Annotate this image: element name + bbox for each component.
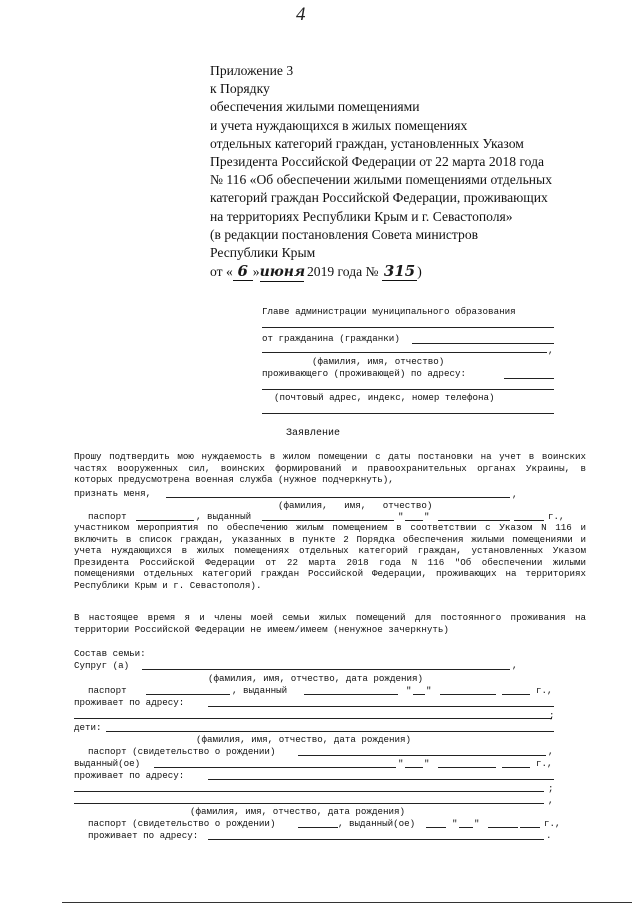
passport-label: паспорт bbox=[88, 511, 127, 522]
quote-open: " bbox=[398, 758, 404, 769]
spouse-name-line bbox=[142, 669, 510, 670]
head-name-line bbox=[262, 327, 554, 328]
spouse-passport-line bbox=[146, 694, 230, 695]
appendix-line: Президента Российской Федерации от 22 марта 2018 года bbox=[210, 154, 545, 170]
comma: , bbox=[548, 795, 554, 806]
recognize-text: признать меня, bbox=[74, 488, 152, 499]
request-paragraph: Прошу подтвердить мою нуждаемость в жилом помещении с даты постановки на учет в воинских частях вооруженных сил, воинских формирований и правоохранительных органах Украины, в которых предусмотрена военная служба (нужное подчеркнуть), bbox=[74, 451, 586, 486]
appendix-line: Республики Крым bbox=[210, 245, 316, 261]
spouse-day-line bbox=[413, 694, 425, 695]
child2-issued-label: , выданный(ое) bbox=[338, 818, 416, 829]
issued-by-line bbox=[262, 520, 394, 521]
citizen-name-line bbox=[412, 343, 554, 344]
handwritten-day: 6 bbox=[233, 262, 253, 281]
page-bottom-rule bbox=[62, 902, 632, 903]
date-prefix: от « bbox=[210, 264, 233, 280]
appendix-line: обеспечения жилыми помещениями bbox=[210, 99, 420, 115]
child2-year-line bbox=[520, 827, 540, 828]
family-heading: Состав семьи: bbox=[74, 648, 146, 659]
date-suffix: ) bbox=[417, 264, 422, 280]
child2-fio-label: (фамилия, имя, отчество, дата рождения) bbox=[190, 806, 406, 817]
quote-close: " bbox=[474, 818, 480, 829]
from-citizen-text: от гражданина (гражданки) bbox=[262, 333, 400, 344]
spouse-issued-line bbox=[304, 694, 398, 695]
document-title: Заявление bbox=[286, 428, 341, 439]
address-line bbox=[504, 378, 554, 379]
page-number: 4 bbox=[296, 4, 306, 25]
child2-lives-label: проживает по адресу: bbox=[88, 830, 199, 841]
child1-issued-label: выданный(ое) bbox=[74, 758, 141, 769]
year-suffix: г., bbox=[536, 758, 553, 769]
child1-passport-line bbox=[298, 755, 546, 756]
spouse-fio-label: (фамилия, имя, отчество, дата рождения) bbox=[208, 673, 424, 684]
spouse-label: Супруг (а) bbox=[74, 660, 130, 671]
spouse-address-line bbox=[208, 706, 554, 707]
comma: , bbox=[548, 746, 554, 757]
child2-address-line bbox=[208, 839, 544, 840]
applicant-name-line bbox=[166, 497, 510, 498]
child2-month-line bbox=[488, 827, 518, 828]
appendix-date-line bbox=[210, 262, 620, 282]
children-label: дети: bbox=[74, 722, 102, 733]
child2-issued-line bbox=[426, 827, 446, 828]
child2-passport-label: паспорт (свидетельство о рождении) bbox=[88, 818, 276, 829]
child2-name-line bbox=[74, 803, 544, 804]
appendix-line: № 116 «Об обеспечении жилыми помещениями отдельных bbox=[210, 172, 552, 188]
appendix-line: отдельных категорий граждан, установленных Указом bbox=[210, 135, 524, 151]
comma: , bbox=[548, 345, 554, 356]
child1-lives-label: проживает по адресу: bbox=[74, 770, 185, 781]
year-line bbox=[514, 520, 544, 521]
passport-number-line bbox=[136, 520, 194, 521]
handwritten-number: 315 bbox=[383, 262, 416, 281]
child2-day-line bbox=[459, 827, 473, 828]
year-suffix: г., bbox=[548, 511, 565, 522]
spouse-address-line-2 bbox=[74, 718, 552, 719]
residing-text: проживающего (проживающей) по адресу: bbox=[262, 368, 466, 379]
address-line-2 bbox=[262, 389, 554, 390]
child1-year-line bbox=[502, 767, 530, 768]
citizen-name-line-2 bbox=[262, 352, 547, 353]
child1-address-line bbox=[208, 779, 554, 780]
quote-close: " bbox=[426, 685, 432, 696]
fio-label: (фамилия, имя, отчество) bbox=[312, 356, 445, 367]
to-head-text: Главе администрации муниципального образования bbox=[262, 306, 516, 317]
participant-paragraph: участником мероприятия по обеспечению жилым помещением в соответствии с Указом N 116 и включить в список граждан, указанных в пункте 2 Порядка обеспечения жилыми помещениями и учета нуждающихся в жилых помещениях отдельных категорий граждан, установленных Указом Президента Российской Федерации от 22 марта 2018 года N 116 "Об обеспечении жилыми помещениями отдельных категорий граждан Российской Федерации, проживающих на территориях Республики Крым и г. Севастополя). bbox=[74, 522, 586, 591]
housing-paragraph: В настоящее время я и члены моей семьи жилых помещений для постоянного проживания на территории Российской Федерации не имеем/имеем (ненужное зачеркнуть) bbox=[74, 612, 586, 635]
child1-month-line bbox=[438, 767, 496, 768]
appendix-line: к Порядку bbox=[210, 81, 270, 97]
child1-fio-label: (фамилия, имя, отчество, дата рождения) bbox=[196, 734, 412, 745]
comma: , bbox=[512, 489, 518, 500]
quote-close: " bbox=[424, 511, 430, 522]
comma: , bbox=[512, 660, 518, 671]
semicolon: ; bbox=[548, 783, 554, 794]
child1-passport-label: паспорт (свидетельство о рождении) bbox=[88, 746, 276, 757]
appendix-line: на территориях Республики Крым и г. Севастополя» bbox=[210, 208, 513, 224]
day-line bbox=[405, 520, 423, 521]
year-suffix: г., bbox=[536, 685, 553, 696]
phone-line bbox=[262, 413, 554, 414]
appendix-line: категорий граждан Российской Федерации, проживающих bbox=[210, 190, 548, 206]
quote-open: " bbox=[406, 685, 412, 696]
appendix-line: и учета нуждающихся в жилых помещениях bbox=[210, 117, 468, 133]
quote-open: " bbox=[398, 511, 404, 522]
month-line bbox=[438, 520, 510, 521]
spouse-lives-label: проживает по адресу: bbox=[74, 697, 185, 708]
child2-passport-line bbox=[298, 827, 338, 828]
spouse-month-line bbox=[440, 694, 496, 695]
appendix-line: Приложение 3 bbox=[210, 63, 294, 78]
postal-label: (почтовый адрес, индекс, номер телефона) bbox=[274, 392, 495, 403]
date-year: 2019 года № bbox=[306, 264, 379, 280]
period: . bbox=[546, 830, 552, 841]
child1-day-line bbox=[405, 767, 423, 768]
child1-name-line bbox=[106, 731, 554, 732]
quote-close: " bbox=[424, 758, 430, 769]
issued-label: , выданный bbox=[196, 511, 252, 522]
semicolon: ; bbox=[549, 710, 555, 721]
date-mid: » bbox=[252, 264, 260, 280]
child1-issued-line bbox=[154, 767, 396, 768]
handwritten-month: июня bbox=[260, 263, 304, 282]
child1-address-line-2 bbox=[74, 791, 544, 792]
spouse-passport-label: паспорт bbox=[88, 685, 127, 696]
appendix-header bbox=[210, 62, 620, 282]
year-suffix: г., bbox=[544, 818, 561, 829]
appendix-line: (в редакции постановления Совета министров bbox=[210, 226, 479, 242]
quote-open: " bbox=[452, 818, 458, 829]
spouse-year-line bbox=[502, 694, 530, 695]
spouse-issued-label: , выданный bbox=[232, 685, 288, 696]
applicant-fio-label: (фамилия, имя, отчество) bbox=[278, 500, 433, 511]
